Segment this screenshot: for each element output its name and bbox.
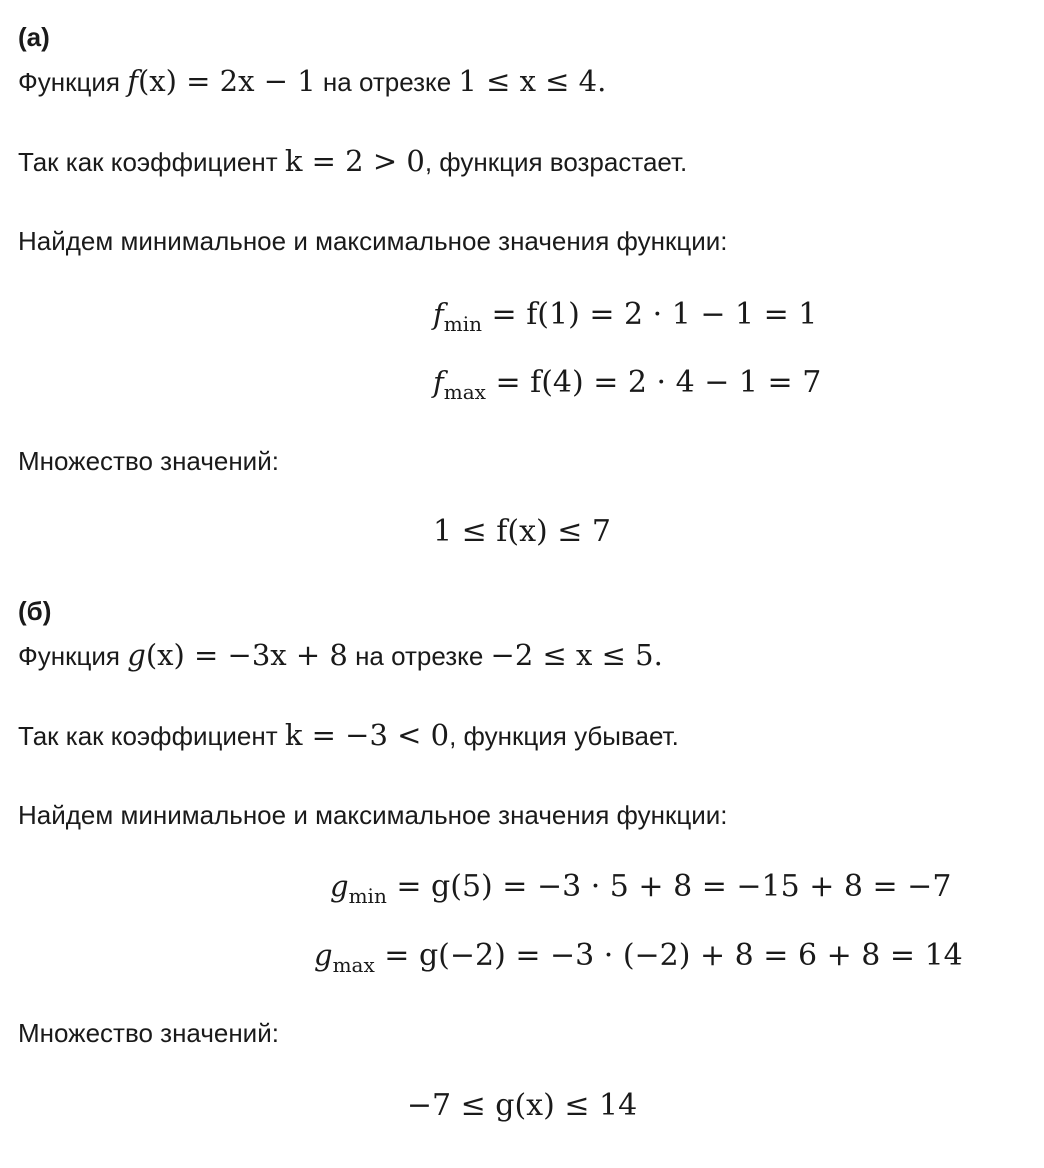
part-b-gmin-name: g [330,869,349,903]
part-a-segment-word: на отрезке [322,67,452,97]
part-a-func-name: f [127,64,138,98]
part-b-gmin-equation [330,866,951,916]
part-b-func-name: g [127,638,146,672]
part-b-gmax-equation [314,935,963,985]
part-a-fmax-sub: max [443,380,486,404]
part-b-gmax-sub: max [332,953,375,977]
part-a-func-rhs: (x) = 2x − 1 [137,64,316,98]
part-a-fmin-equation [433,294,817,344]
part-a-range-expr: 1 ≤ f(x) ≤ 7 [432,514,612,549]
part-a-segment: 1 ≤ x ≤ 4. [458,64,607,98]
part-b-coefficient-line [18,718,679,753]
part-b-coef-text: Так как коэффициент [18,721,278,751]
part-a-fmax-equation [433,362,821,412]
part-a-label: (a) [18,22,50,52]
part-b-range-expr: −7 ≤ g(x) ≤ 14 [406,1088,638,1123]
part-a-func-prefix: Функция [18,67,120,97]
part-b-find-text: Найдем минимальное и максимальное значения функции: [18,800,728,830]
part-a-range-text: Множество значений: [18,446,279,476]
part-a-fmax-name: f [433,365,444,399]
part-a-coefficient-line [18,144,687,179]
part-b-func-prefix: Функция [18,641,120,671]
part-a-fmin-name: f [433,297,444,331]
part-a-coef-conclusion: , функция возрастает. [424,147,688,177]
part-b-func-rhs: (x) = −3x + 8 [145,638,348,672]
part-b-segment-word: на отрезке [355,641,484,671]
part-b-gmin-expr: = g(5) = −3 · 5 + 8 = −15 + 8 = −7 [386,869,952,904]
part-b-coef-conclusion: , функция убывает. [449,721,679,751]
part-a-coef-text: Так как коэффициент [18,147,278,177]
part-a-fmax-expr: = f(4) = 2 · 4 − 1 = 7 [485,365,822,400]
part-b-gmax-name: g [314,938,333,972]
part-b-gmax-expr: = g(−2) = −3 · (−2) + 8 = 6 + 8 = 14 [374,938,963,973]
part-b-gmin-sub: min [348,884,387,908]
part-b-coef-expr: k = −3 < 0 [284,718,450,752]
part-a-find-text: Найдем минимальное и максимальное значения функции: [18,226,728,256]
part-b-segment: −2 ≤ x ≤ 5. [490,638,663,672]
part-b-function-line [18,638,663,673]
part-a-fmin-sub: min [443,312,482,336]
part-b-label: (б) [18,596,52,626]
part-b-range-text: Множество значений: [18,1018,279,1048]
part-a-function-line [18,64,606,99]
part-a-coef-expr: k = 2 > 0 [284,144,425,178]
part-a-fmin-expr: = f(1) = 2 · 1 − 1 = 1 [481,297,818,332]
